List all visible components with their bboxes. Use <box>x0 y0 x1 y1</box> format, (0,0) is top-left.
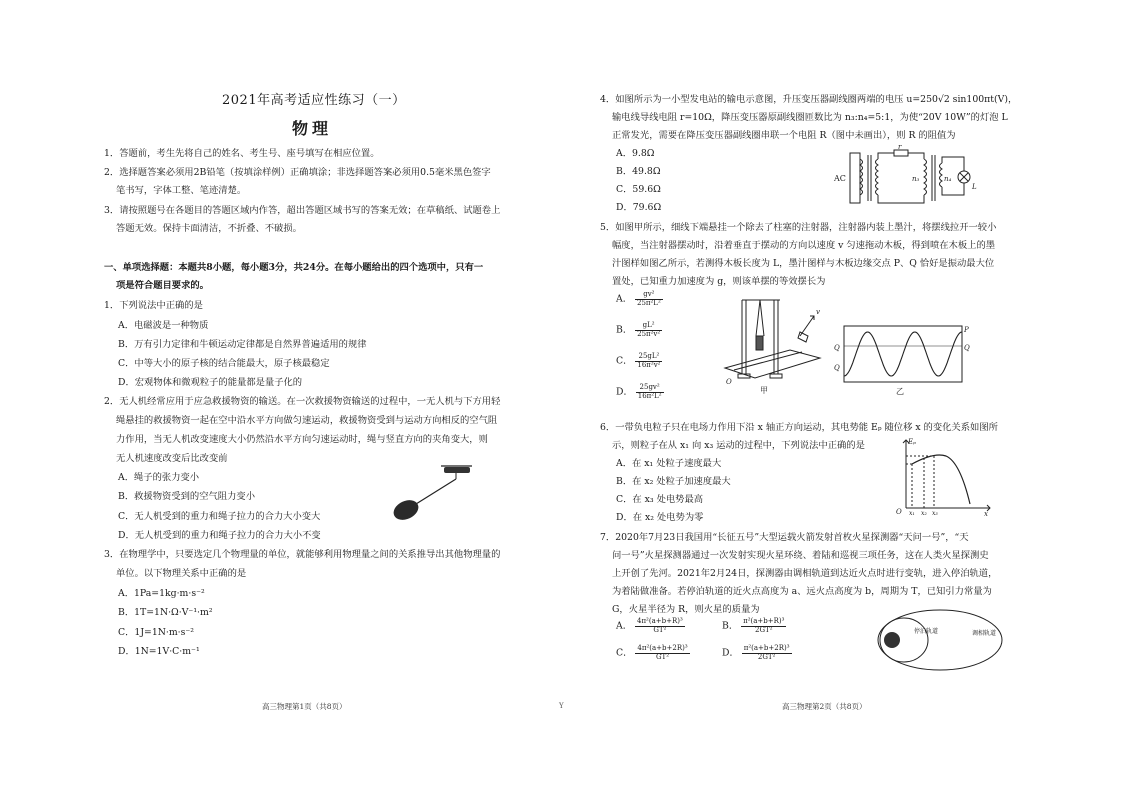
q7-stem-1: 7．2020年7月23日我国用“长征五号”大型运载火箭发射首枚火星探测器“天问一号”，“天 <box>600 532 969 543</box>
q5-option-c-fraction <box>635 353 662 369</box>
q2-stem-2: 绳悬挂的救援物资一起在空中沿水平方向做匀速运动，救援物资受到与运动方向相反的空气阻 <box>116 415 498 426</box>
q7-option-d-fraction <box>742 645 792 661</box>
q2-stem-4: 无人机速度改变后比改变前 <box>116 453 228 464</box>
label-lamp: L <box>972 183 977 191</box>
transmission-circuit-figure <box>832 145 982 210</box>
q6-option-b: B．在 x₂ 处粒子加速度最大 <box>616 476 731 487</box>
pendulum-figure-jia <box>720 296 830 396</box>
label-x1: x₁ <box>909 510 915 516</box>
page-footer-left: 高三物理第1页（共8页） <box>262 702 347 711</box>
q7-option-a-fraction <box>635 618 685 634</box>
label-ep: Eₚ <box>908 438 916 446</box>
q5-option-d <box>616 384 664 400</box>
q3-option-a: A．1Pa=1kg·m·s⁻² <box>118 588 205 599</box>
label-o: O <box>726 378 732 386</box>
q7-a-num: 4π²(a+b+R)³ <box>636 617 683 625</box>
label-q-right: Q <box>964 344 970 352</box>
label-r: r <box>898 145 902 151</box>
q7-c-num: 4π²(a+b+2R)³ <box>637 644 688 652</box>
q7-option-c-fraction <box>635 645 689 661</box>
q5-stem-3: 汁图样如图乙所示，若测得木板长度为 L，墨汁图样与木板边缘交点 P、Q 恰好是振动最大位 <box>612 258 995 269</box>
q3-option-b: B．1T=1N·Ω·V⁻¹·m² <box>118 607 213 618</box>
label-jia: 甲 <box>760 386 768 395</box>
q5-a-num: gv² <box>635 291 663 300</box>
q7-option-d-letter: D． <box>722 647 739 659</box>
q4-option-c: C．59.6Ω <box>616 184 661 195</box>
q7-b-den: 2GT² <box>755 625 773 634</box>
q2-stem-1: 2．无人机经常应用于应急救援物资的输送。在一次救援物资输送的过程中，一无人机与下方用轻 <box>104 396 501 407</box>
q5-d-den: 16π²L² <box>637 391 662 400</box>
q5-c-den: 16π²v² <box>637 360 661 369</box>
q5-stem-1: 5．如图甲所示，细线下端悬挂一个除去了柱塞的注射器，注射器内装上墨汁，将摆线拉开一较小 <box>600 222 997 233</box>
q2-option-d: D．无人机受到的重力和绳子拉力的合力大小不变 <box>118 530 321 541</box>
q2-stem-3: 力作用，当无人机改变速度大小仍然沿水平方向匀速运动时，绳与竖直方向的夹角变大，则 <box>116 434 488 445</box>
q5-option-b-letter: B． <box>616 324 633 336</box>
q6-option-d: D．在 x₂ 处电势为零 <box>616 512 704 523</box>
label-ac: AC <box>834 174 846 183</box>
instruction-2-cont: 笔书写，字体工整、笔迹清楚。 <box>116 185 247 196</box>
q5-option-a-fraction <box>635 291 663 307</box>
q3-stem-1: 3．在物理学中，只要选定几个物理量的单位，就能够利用物理量之间的关系推导出其他物理量的 <box>104 549 501 560</box>
q5-option-b <box>616 322 662 338</box>
exam-title: 2021年高考适应性练习（一） <box>222 93 406 108</box>
drone-figure <box>386 462 476 524</box>
label-phasing-orbit: 调相轨道 <box>972 630 997 637</box>
q4-stem-2: 输电线导线电阻 r=10Ω，降压变压器原副线圈匝数比为 n₃:n₄=5:1，为使“20V 10W”的灯泡 L <box>612 112 1008 123</box>
q3-stem-2: 单位。以下物理关系中正确的是 <box>116 568 247 579</box>
q7-d-den: 2GT² <box>757 652 776 661</box>
q6-stem-1: 6．一带负电粒子只在电场力作用下沿 x 轴正方向运动，其电势能 Eₚ 随位移 x 的变化关系如图所 <box>600 422 998 433</box>
section-header-cont: 项是符合题目要求的。 <box>116 280 209 291</box>
q4-option-a: A．9.8Ω <box>616 148 655 159</box>
q5-stem-4: 置处，已知重力加速度为 g，则该单摆的等效摆长为 <box>612 276 826 287</box>
label-v: v <box>816 308 820 316</box>
mars-icon <box>884 632 900 648</box>
ink-wave-figure-yi <box>832 322 972 396</box>
ink-wave <box>844 332 962 376</box>
label-yi: 乙 <box>896 387 904 396</box>
q3-option-d: D．1N=1V·C·m⁻¹ <box>118 646 200 657</box>
q6-option-a: A．在 x₁ 处粒子速度最大 <box>616 458 722 469</box>
q7-option-b <box>722 618 786 634</box>
q7-stem-3: 上开创了先河。2021年2月24日，探测器由调相轨道到达近火点时进行变轨，进入停泊轨道， <box>612 568 998 579</box>
q6-option-c: C．在 x₃ 处电势最高 <box>616 494 704 505</box>
q7-d-num: π²(a+b+2R)³ <box>743 644 790 652</box>
q5-option-d-letter: D． <box>616 386 633 398</box>
q7-option-b-letter: B． <box>722 620 739 632</box>
q7-option-c <box>616 645 690 661</box>
label-parking-orbit: 停泊轨道 <box>914 628 939 635</box>
q5-a-den: 25π²L² <box>636 298 661 307</box>
q1-option-d: D．宏观物体和微观粒子的能量都是量子化的 <box>118 377 303 388</box>
q2-option-a: A．绳子的张力变小 <box>118 472 200 483</box>
q4-option-b: B．49.8Ω <box>616 166 661 177</box>
label-origin: O <box>896 508 902 516</box>
q7-stem-2: 问一号”火星探测器通过一次发射实现火星环绕、着陆和巡视三项任务，这在人类火星探测史 <box>612 550 989 561</box>
potential-energy-graph <box>894 434 994 516</box>
q6-stem-2: 示，则粒子在从 x₁ 向 x₃ 运动的过程中，下列说法中正确的是 <box>612 440 865 451</box>
q5-option-d-fraction <box>636 384 664 400</box>
label-q-left: Q <box>834 344 840 352</box>
q1-option-b: B．万有引力定律和牛顿运动定律都是自然界普遍适用的规律 <box>118 339 367 350</box>
q5-option-a <box>616 291 663 307</box>
left-page <box>96 0 528 794</box>
q7-option-a-letter: A． <box>616 620 633 632</box>
orbit-figure <box>874 605 1006 675</box>
instruction-3: 3．请按照题号在各题目的答题区域内作答，超出答题区域书写的答案无效；在草稿纸、试题卷上 <box>104 205 501 216</box>
q4-stem-1: 4．如图所示为一小型发电站的输电示意图，升压变压器副线圈两端的电压 u=250√2 sin100πt(V)， <box>600 94 1018 105</box>
q1-option-a: A．电磁波是一种物质 <box>118 320 209 331</box>
label-x-axis: x <box>984 510 988 516</box>
center-mark: Y <box>559 702 564 710</box>
q5-c-num: 25gL² <box>635 353 662 362</box>
q7-option-c-letter: C． <box>616 647 633 659</box>
q5-b-num: gL² <box>635 322 662 331</box>
instruction-3-cont: 答题无效。保持卡面清洁，不折叠、不破损。 <box>116 223 302 234</box>
label-p: P <box>964 326 969 334</box>
q5-b-den: 25π²v² <box>637 329 661 338</box>
instruction-2: 2．选择题答案必须用2B铅笔（按填涂样例）正确填涂；非选择题答案必须用0.5毫米黑色签字 <box>104 167 491 178</box>
label-x3: x₃ <box>932 510 938 516</box>
q5-stem-2: 幅度，当注射器摆动时，沿着垂直于摆动的方向以速度 v 匀速拖动木板，得到喷在木板上的墨 <box>612 240 996 251</box>
q5-option-a-letter: A． <box>616 293 633 305</box>
q5-option-c-letter: C． <box>616 355 633 367</box>
q2-option-b: B．救援物资受到的空气阻力变小 <box>118 491 255 502</box>
subject-title: 物理 <box>292 119 333 138</box>
q7-option-d <box>722 645 792 661</box>
q7-option-a <box>616 618 685 634</box>
right-page <box>592 0 1032 794</box>
q7-stem-4: 为着陆做准备。若停泊轨道的近火点高度为 a、远火点高度为 b，周期为 T，已知引力常量为 <box>612 586 992 597</box>
label-n3: n₃ <box>912 175 920 183</box>
q7-option-b-fraction <box>741 618 786 634</box>
q5-d-num: 25gv² <box>636 384 664 393</box>
q4-stem-3: 正常发光，需要在降压变压器副线圈串联一个电阻 R（图中未画出），则 R 的阻值为 <box>612 130 956 141</box>
q1-stem: 1．下列说法中正确的是 <box>104 300 203 311</box>
q2-option-c: C．无人机受到的重力和绳子拉力的合力大小变大 <box>118 511 321 522</box>
q3-option-c: C．1J=1N·m·s⁻² <box>118 627 195 638</box>
q4-option-d: D．79.6Ω <box>616 202 662 213</box>
label-n4: n₄ <box>944 175 952 183</box>
instruction-1: 1．答题前，考生先将自己的姓名、考生号、座号填写在相应位置。 <box>104 148 380 159</box>
label-q-lower: Q <box>834 364 840 372</box>
q7-stem-5: G，火星半径为 R，则火星的质量为 <box>612 604 760 615</box>
q7-c-den: GT² <box>655 652 670 661</box>
q7-b-num: π²(a+b+R)³ <box>743 617 785 625</box>
section-header: 一、单项选择题：本题共8小题，每小题3分，共24分。在每小题给出的四个选项中，只有一 <box>104 262 484 273</box>
q7-a-den: GT² <box>653 625 667 634</box>
q5-option-b-fraction <box>635 322 662 338</box>
page-footer-right: 高三物理第2页（共8页） <box>782 702 867 711</box>
q5-option-c <box>616 353 662 369</box>
label-x2: x₂ <box>921 510 927 516</box>
q1-option-c: C．中等大小的原子核的结合能最大，原子核最稳定 <box>118 358 330 369</box>
